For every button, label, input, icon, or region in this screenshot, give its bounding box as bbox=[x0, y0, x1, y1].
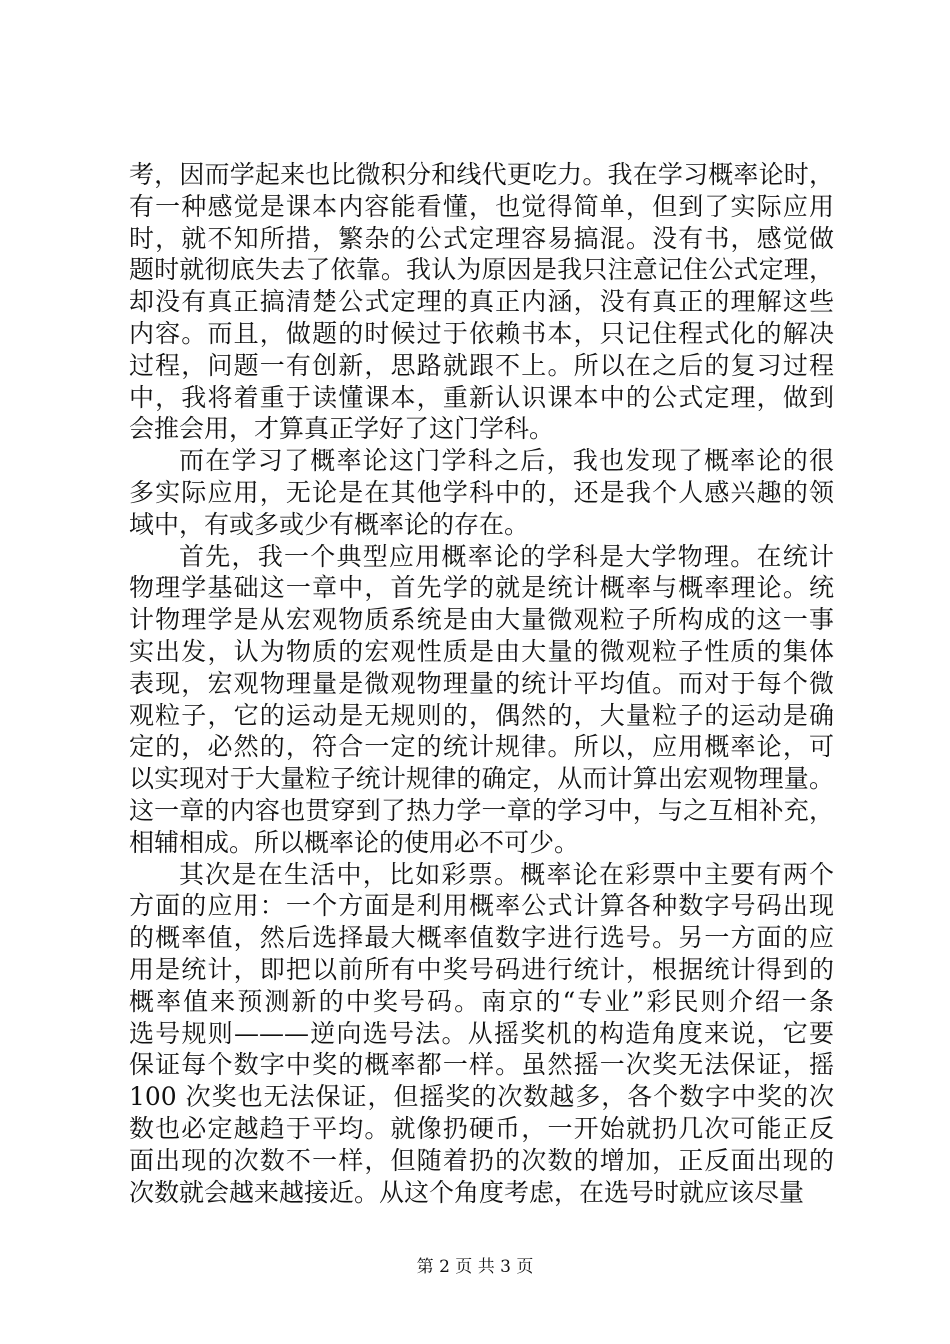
text-line: 概率值来预测新的中奖号码。南京的“专业”彩民则介绍一条 bbox=[129, 986, 834, 1016]
text-line: 中，我将着重于读懂课本，重新认识课本中的公式定理，做到 bbox=[129, 382, 834, 412]
text-line: 方面的应用：一个方面是利用概率公式计算各种数字号码出现 bbox=[129, 891, 834, 921]
text-line: 这一章的内容也贯穿到了热力学一章的学习中，与之互相补充， bbox=[129, 795, 834, 825]
text-line: 却没有真正搞清楚公式定理的真正内涵，没有真正的理解这些 bbox=[129, 287, 834, 317]
text-line: 观粒子，它的运动是无规则的，偶然的，大量粒子的运动是确 bbox=[129, 700, 834, 730]
text-line: 物理学基础这一章中，首先学的就是统计概率与概率理论。统 bbox=[129, 573, 834, 603]
page-footer: 第 2 页 共 3 页 bbox=[416, 1257, 534, 1277]
text-line: 而在学习了概率论这门学科之后，我也发现了概率论的很 bbox=[179, 446, 834, 476]
text-line: 首先，我一个典型应用概率论的学科是大学物理。在统计 bbox=[179, 541, 834, 571]
text-line: 100 次奖也无法保证，但摇奖的次数越多，各个数字中奖的次 bbox=[129, 1082, 834, 1112]
paragraph bbox=[129, 159, 834, 445]
text-line: 考，因而学起来也比微积分和线代更吃力。我在学习概率论时， bbox=[129, 160, 834, 189]
text-line: 的概率值，然后选择最大概率值数字进行选号。另一方面的应 bbox=[129, 923, 834, 953]
text-line: 其次是在生活中，比如彩票。概率论在彩票中主要有两个 bbox=[179, 859, 834, 889]
text-line: 表现，宏观物理量是微观物理量的统计平均值。而对于每个微 bbox=[129, 668, 834, 698]
text-line: 多实际应用，无论是在其他学科中的，还是我个人感兴趣的领 bbox=[129, 477, 834, 507]
text-line: 以实现对于大量粒子统计规律的确定，从而计算出宏观物理量。 bbox=[129, 764, 834, 794]
body-text bbox=[129, 159, 834, 1208]
paragraph bbox=[129, 859, 834, 1209]
text-line: 会推会用，才算真正学好了这门学科。 bbox=[129, 414, 555, 444]
text-line: 定的，必然的，符合一定的统计规律。所以，应用概率论，可 bbox=[129, 732, 834, 762]
text-line: 时，就不知所措，繁杂的公式定理容易搞混。没有书，感觉做 bbox=[129, 223, 834, 253]
text-line: 数也必定越趋于平均。就像扔硬币，一开始就扔几次可能正反 bbox=[129, 1113, 834, 1143]
text-line: 计物理学是从宏观物质系统是由大量微观粒子所构成的这一事 bbox=[129, 605, 834, 635]
text-line: 实出发，认为物质的宏观性质是由大量的微观粒子性质的集体 bbox=[129, 636, 834, 666]
text-line: 用是统计，即把以前所有中奖号码进行统计，根据统计得到的 bbox=[129, 954, 834, 984]
paragraph bbox=[129, 445, 834, 540]
text-line: 面出现的次数不一样，但随着扔的次数的增加，正反面出现的 bbox=[129, 1145, 834, 1175]
text-line: 相辅相成。所以概率论的使用必不可少。 bbox=[129, 827, 580, 857]
text-line: 次数就会越来越接近。从这个角度考虑，在选号时就应该尽量 bbox=[129, 1177, 805, 1207]
text-line: 域中，有或多或少有概率论的存在。 bbox=[129, 509, 530, 539]
text-line: 保证每个数字中奖的概率都一样。虽然摇一次奖无法保证，摇 bbox=[129, 1050, 834, 1080]
paragraph bbox=[129, 541, 834, 859]
text-line: 题时就彻底失去了依靠。我认为原因是我只注意记住公式定理， bbox=[129, 255, 834, 285]
text-line: 内容。而且，做题的时候过于依赖书本，只记住程式化的解决 bbox=[129, 318, 834, 348]
text-line: 选号规则———逆向选号法。从摇奖机的构造角度来说，它要 bbox=[129, 1018, 834, 1048]
text-line: 过程，问题一有创新，思路就跟不上。所以在之后的复习过程 bbox=[129, 350, 834, 380]
text-line: 有一种感觉是课本内容能看懂，也觉得简单，但到了实际应用 bbox=[129, 191, 834, 221]
